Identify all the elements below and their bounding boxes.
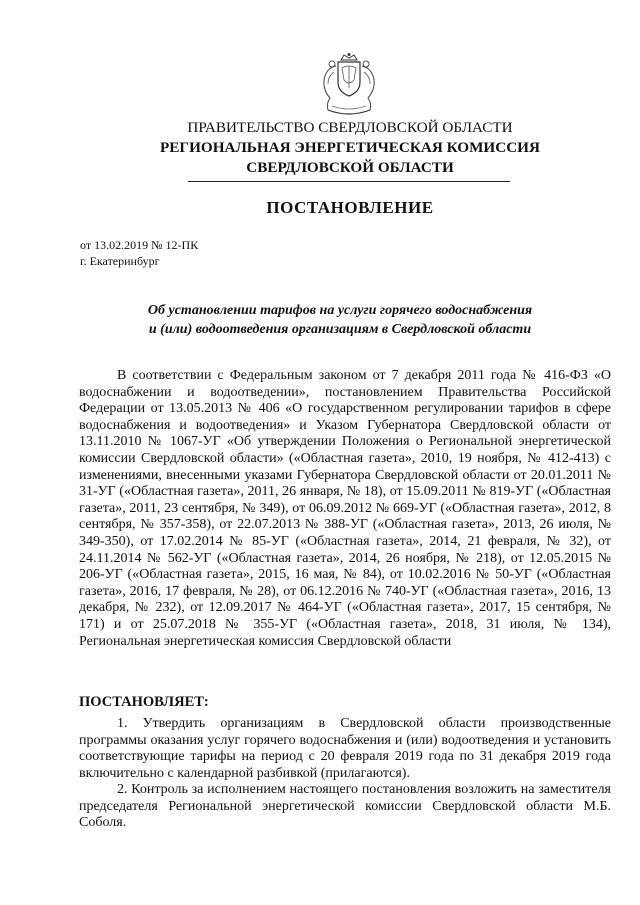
coat-of-arms-emblem [314, 52, 384, 118]
document-type-title: ПОСТАНОВЛЕНИЕ [266, 198, 434, 217]
document-city: г. Екатеринбург [80, 254, 160, 268]
commission-region: СВЕРДЛОВСКОЙ ОБЛАСТИ [246, 159, 454, 176]
document-subject-line-1: Об установлении тарифов на услуги горячего водоснабжения [147, 303, 533, 318]
document-date-number: от 13.02.2019 № 12-ПК [80, 238, 199, 252]
document-subject-line-2: и (или) водоотведения организациям в Свердловской области [148, 322, 532, 337]
resolution-item-1: 1. Утвердить организациям в Свердловской области производственные программы оказания услуг горячего водоснабжения и (или) водоотведения и установить соответствующие тарифы на период с 20 февраля 2019 года по 31 декабря 2019 года включительно с календарной разбивкой (прилагаются). [79, 716, 611, 781]
header-divider [188, 181, 510, 182]
resolves-heading: ПОСТАНОВЛЯЕТ: [79, 694, 209, 710]
government-name: ПРАВИТЕЛЬСТВО СВЕРДЛОВСКОЙ ОБЛАСТИ [187, 119, 513, 136]
commission-name: РЕГИОНАЛЬНАЯ ЭНЕРГЕТИЧЕСКАЯ КОМИССИЯ [160, 139, 540, 156]
preamble-paragraph: В соответствии с Федеральным законом от 7 декабря 2011 года № 416-ФЗ «О водоснабжении и водоотведении», постановлением Правительства Российской Федерации от 13.05.2013 № 406 «О государственном регулировании тарифов в сфере водоснабжения и водоотведения» и Указом Губернатора Свердловской области от 13.11.2010 № 1067-УГ «Об утверждении Положения о Региональной энергетической комиссии Свердловской области» («Областная газета», 2010, 19 ноября, № 412-413) с изменениями, внесенными указами Губернатора Свердловской области от 20.01.2011 № 31-УГ («Областная газета», 2011, 26 января, № 18), от 15.09.2011 № 819-УГ («Областная газета», 2011, 23 сентября, № 349), от 06.09.2012 № 669-УГ («Областная газета», 2012, 8 сентября, № 357-358), от 22.07.2013 № 388-УГ («Областная газета», 2013, 26 июля, № 349-350), от 17.02.2014 № 85-УГ («Областная газета», 2014, 21 февраля, № 32), от 24.11.2014 № 562-УГ («Областная газета», 2014, 26 ноября, № 218), от 12.05.2015 № 206-УГ («Областная газета», 2015, 16 мая, № 84), от 10.02.2016 № 50-УГ («Областная газета», 2016, 17 февраля, № 28), от 06.12.2016 № 740-УГ («Областная газета», 2016, 13 декабря, № 232), от 12.09.2017 № 464-УГ («Областная газета», 2017, 15 сентября, № 171) и от 25.07.2018 № 355-УГ («Областная газета», 2018, 31 июля, № 134), Региональная энергетическая комиссия Свердловской области [79, 368, 611, 649]
resolution-item-2: 2. Контроль за исполнением настоящего постановления возложить на заместителя председателя Региональной энергетической комиссии Свердловской области М.Б. Соболя. [79, 782, 611, 831]
